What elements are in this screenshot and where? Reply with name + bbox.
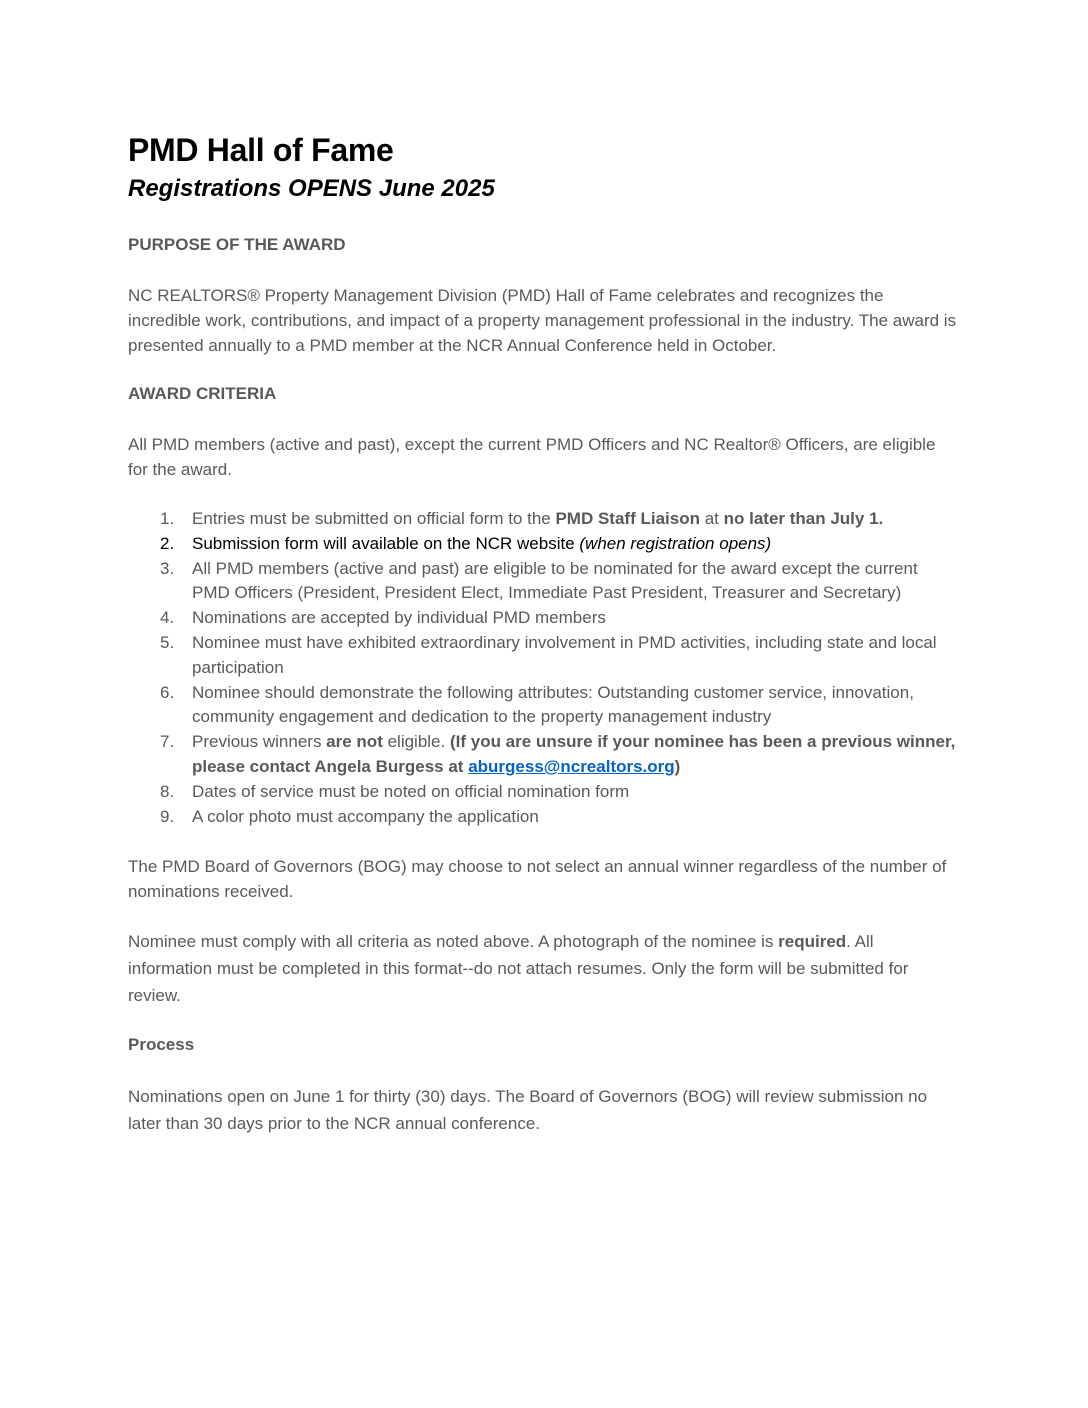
compliance-required: required: [778, 932, 847, 952]
compliance-text: . All information must be completed in this format--do not attach resumes. Only the form will be submitted for review.: [128, 932, 909, 1006]
page-subtitle: Registrations OPENS June 2025: [128, 175, 495, 202]
list-item-text: eligible.: [382, 732, 450, 752]
list-number: 2.: [160, 533, 175, 553]
list-number: 3.: [160, 558, 175, 578]
list-item-text: A color photo must accompany the application: [192, 806, 539, 826]
list-item-text: Dates of service must be noted on official nomination form: [192, 781, 630, 801]
document-page: [128, 128, 958, 1137]
list-item-text: Previous winners: [192, 732, 327, 752]
list-item-bold: ): [674, 756, 681, 776]
list-number: 5.: [160, 632, 175, 652]
criteria-heading: AWARD CRITERIA: [128, 384, 277, 403]
process-paragraph: Nominations open on June 1 for thirty (30) days. The Board of Governors (BOG) will review submission no later than 30 days prior to the NCR annual conference.: [128, 1087, 928, 1134]
list-item: [128, 730, 958, 780]
list-item-bold: (If you are unsure if your nominee has been a previous winner, please contact Angela Burgess at: [192, 732, 956, 776]
list-item: [128, 507, 958, 532]
list-item-bold: are not: [326, 732, 383, 752]
list-item-text: Nominee must have exhibited extraordinary involvement in PMD activities, including state and local participation: [192, 632, 937, 677]
list-number: 9.: [160, 806, 175, 826]
list-item-bold: no later than July 1.: [723, 509, 884, 528]
list-item-bold: PMD Staff Liaison: [555, 509, 700, 528]
list-item: [128, 805, 958, 830]
list-item-text: All PMD members (active and past) are eligible to be nominated for the award except the current PMD Officers (President, President Elect, Immediate Past President, Treasurer and Secretary): [192, 558, 918, 603]
list-item-text: Nominee should demonstrate the following attributes: Outstanding customer service, innovation, community engagement and dedication to the property management industry: [192, 682, 914, 727]
list-item-text: Nominations are accepted by individual PMD members: [192, 608, 606, 628]
compliance-paragraph: [128, 928, 958, 1009]
list-item: [128, 681, 958, 731]
list-item: [128, 606, 958, 631]
email-link[interactable]: aburgess@ncrealtors.org: [468, 756, 675, 776]
list-item-italic: (when registration opens): [579, 533, 772, 553]
process-heading: Process: [128, 1035, 195, 1055]
list-item-text: Submission form will available on the NCR website: [192, 533, 580, 553]
list-item: [128, 557, 958, 607]
compliance-text: Nominee must comply with all criteria as noted above. A photograph of the nominee is: [128, 932, 779, 952]
list-number: 7.: [160, 732, 175, 752]
list-item: [128, 780, 958, 805]
criteria-intro: All PMD members (active and past), except the current PMD Officers and NC Realtor® Officers, are eligible for the award.: [128, 435, 936, 479]
list-item-text: Entries must be submitted on official form to the: [192, 509, 556, 528]
list-number: 6.: [160, 682, 175, 702]
criteria-list: [128, 507, 958, 829]
list-item: [128, 532, 958, 557]
purpose-heading: PURPOSE OF THE AWARD: [128, 235, 346, 254]
purpose-paragraph: NC REALTORS® Property Management Division (PMD) Hall of Fame celebrates and recognizes the incredible work, contributions, and impact of a property management professional in the industry. The award is presented annually to a PMD member at the NCR Annual Conference held in October.: [128, 286, 957, 355]
page-title: PMD Hall of Fame: [128, 132, 394, 168]
list-item-text: at: [699, 509, 724, 528]
list-item: [128, 631, 958, 681]
bog-note-paragraph: The PMD Board of Governors (BOG) may choose to not select an annual winner regardless of the number of nominations received.: [128, 857, 947, 902]
list-number: 4.: [160, 608, 175, 628]
list-number: 8.: [160, 781, 175, 801]
list-number: 1.: [160, 509, 175, 528]
